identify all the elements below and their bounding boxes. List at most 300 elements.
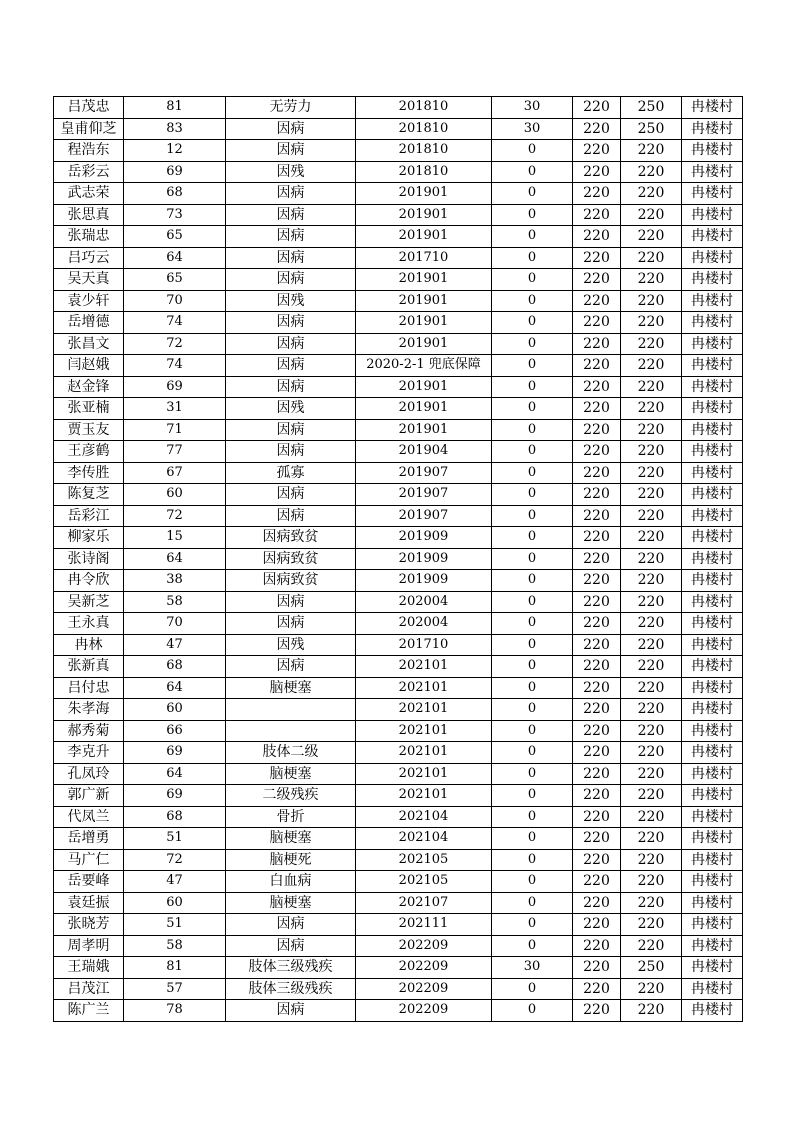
total-amount-cell: 220 [621, 355, 682, 377]
base-amount-cell: 220 [573, 183, 621, 205]
extra-amount-cell: 0 [492, 140, 573, 162]
age-cell: 64 [124, 763, 226, 785]
village-cell: 冉楼村 [682, 892, 743, 914]
extra-amount-cell: 0 [492, 892, 573, 914]
base-amount-cell: 220 [573, 634, 621, 656]
age-cell: 38 [124, 570, 226, 592]
reason-cell: 因病 [226, 183, 356, 205]
base-amount-cell: 220 [573, 226, 621, 248]
date-cell: 201907 [356, 462, 492, 484]
age-cell: 47 [124, 634, 226, 656]
base-amount-cell: 220 [573, 398, 621, 420]
table-row [54, 505, 743, 527]
reason-cell: 因病致贫 [226, 570, 356, 592]
date-cell: 201901 [356, 183, 492, 205]
date-cell: 202101 [356, 720, 492, 742]
reason-cell: 无劳力 [226, 97, 356, 119]
date-cell: 201901 [356, 269, 492, 291]
total-amount-cell: 220 [621, 204, 682, 226]
total-amount-cell: 220 [621, 742, 682, 764]
extra-amount-cell: 0 [492, 785, 573, 807]
date-cell: 201810 [356, 140, 492, 162]
date-cell: 202004 [356, 591, 492, 613]
village-cell: 冉楼村 [682, 183, 743, 205]
date-cell: 201907 [356, 484, 492, 506]
base-amount-cell: 220 [573, 1000, 621, 1022]
name-cell: 王彦鹤 [54, 441, 124, 463]
date-cell: 202101 [356, 656, 492, 678]
total-amount-cell: 220 [621, 699, 682, 721]
total-amount-cell: 220 [621, 269, 682, 291]
name-cell: 岳增勇 [54, 828, 124, 850]
reason-cell: 脑梗塞 [226, 828, 356, 850]
age-cell: 60 [124, 892, 226, 914]
table-row [54, 118, 743, 140]
base-amount-cell: 220 [573, 419, 621, 441]
age-cell: 57 [124, 978, 226, 1000]
age-cell: 70 [124, 290, 226, 312]
reason-cell: 因病 [226, 914, 356, 936]
extra-amount-cell: 0 [492, 1000, 573, 1022]
reason-cell: 因病 [226, 140, 356, 162]
base-amount-cell: 220 [573, 656, 621, 678]
extra-amount-cell: 0 [492, 914, 573, 936]
table-body [54, 97, 743, 1022]
total-amount-cell: 220 [621, 140, 682, 162]
reason-cell: 因病 [226, 419, 356, 441]
name-cell: 岳彩云 [54, 161, 124, 183]
extra-amount-cell: 0 [492, 871, 573, 893]
reason-cell: 因病 [226, 376, 356, 398]
age-cell: 68 [124, 806, 226, 828]
extra-amount-cell: 0 [492, 441, 573, 463]
table-row [54, 183, 743, 205]
village-cell: 冉楼村 [682, 613, 743, 635]
extra-amount-cell: 0 [492, 634, 573, 656]
reason-cell: 因残 [226, 634, 356, 656]
age-cell: 15 [124, 527, 226, 549]
date-cell: 202105 [356, 849, 492, 871]
reason-cell: 脑梗塞 [226, 763, 356, 785]
date-cell: 202209 [356, 935, 492, 957]
table-row [54, 1000, 743, 1022]
extra-amount-cell: 30 [492, 97, 573, 119]
total-amount-cell: 220 [621, 505, 682, 527]
table-row [54, 720, 743, 742]
name-cell: 皇甫仰芝 [54, 118, 124, 140]
age-cell: 67 [124, 462, 226, 484]
age-cell: 72 [124, 849, 226, 871]
base-amount-cell: 220 [573, 957, 621, 979]
base-amount-cell: 220 [573, 290, 621, 312]
base-amount-cell: 220 [573, 376, 621, 398]
name-cell: 王永真 [54, 613, 124, 635]
age-cell: 51 [124, 828, 226, 850]
extra-amount-cell: 0 [492, 763, 573, 785]
reason-cell: 因病 [226, 118, 356, 140]
base-amount-cell: 220 [573, 849, 621, 871]
age-cell: 72 [124, 333, 226, 355]
date-cell: 201810 [356, 118, 492, 140]
relief-roster-table [53, 96, 743, 1022]
age-cell: 51 [124, 914, 226, 936]
extra-amount-cell: 0 [492, 548, 573, 570]
base-amount-cell: 220 [573, 871, 621, 893]
total-amount-cell: 220 [621, 978, 682, 1000]
age-cell: 74 [124, 355, 226, 377]
date-cell: 201901 [356, 419, 492, 441]
table-row [54, 355, 743, 377]
reason-cell: 脑梗死 [226, 849, 356, 871]
date-cell: 202107 [356, 892, 492, 914]
total-amount-cell: 220 [621, 419, 682, 441]
table-row [54, 140, 743, 162]
name-cell: 冉林 [54, 634, 124, 656]
extra-amount-cell: 30 [492, 118, 573, 140]
table-row [54, 763, 743, 785]
base-amount-cell: 220 [573, 333, 621, 355]
village-cell: 冉楼村 [682, 419, 743, 441]
reason-cell: 因病 [226, 656, 356, 678]
base-amount-cell: 220 [573, 828, 621, 850]
date-cell: 202104 [356, 806, 492, 828]
base-amount-cell: 220 [573, 527, 621, 549]
age-cell: 83 [124, 118, 226, 140]
reason-cell: 因病 [226, 484, 356, 506]
reason-cell: 骨折 [226, 806, 356, 828]
reason-cell: 因病 [226, 935, 356, 957]
reason-cell: 因病 [226, 204, 356, 226]
reason-cell: 因病 [226, 226, 356, 248]
village-cell: 冉楼村 [682, 914, 743, 936]
extra-amount-cell: 0 [492, 527, 573, 549]
base-amount-cell: 220 [573, 613, 621, 635]
table-row [54, 548, 743, 570]
total-amount-cell: 220 [621, 677, 682, 699]
age-cell: 81 [124, 957, 226, 979]
reason-cell: 因病 [226, 591, 356, 613]
total-amount-cell: 250 [621, 97, 682, 119]
age-cell: 58 [124, 935, 226, 957]
date-cell: 201901 [356, 204, 492, 226]
date-cell: 202101 [356, 699, 492, 721]
table-row [54, 441, 743, 463]
name-cell: 吕巧云 [54, 247, 124, 269]
extra-amount-cell: 0 [492, 806, 573, 828]
date-cell: 201901 [356, 333, 492, 355]
table-row [54, 871, 743, 893]
total-amount-cell: 220 [621, 720, 682, 742]
village-cell: 冉楼村 [682, 828, 743, 850]
village-cell: 冉楼村 [682, 656, 743, 678]
age-cell: 74 [124, 312, 226, 334]
reason-cell: 孤寡 [226, 462, 356, 484]
village-cell: 冉楼村 [682, 699, 743, 721]
age-cell: 69 [124, 785, 226, 807]
reason-cell [226, 720, 356, 742]
reason-cell [226, 699, 356, 721]
name-cell: 闫赵娥 [54, 355, 124, 377]
age-cell: 60 [124, 484, 226, 506]
total-amount-cell: 220 [621, 548, 682, 570]
total-amount-cell: 250 [621, 118, 682, 140]
base-amount-cell: 220 [573, 269, 621, 291]
name-cell: 陈广兰 [54, 1000, 124, 1022]
name-cell: 张瑞忠 [54, 226, 124, 248]
table-row [54, 914, 743, 936]
base-amount-cell: 220 [573, 570, 621, 592]
name-cell: 袁少轩 [54, 290, 124, 312]
total-amount-cell: 220 [621, 914, 682, 936]
village-cell: 冉楼村 [682, 527, 743, 549]
base-amount-cell: 220 [573, 548, 621, 570]
age-cell: 71 [124, 419, 226, 441]
age-cell: 69 [124, 742, 226, 764]
date-cell: 201710 [356, 634, 492, 656]
date-cell: 201901 [356, 398, 492, 420]
date-cell: 202209 [356, 1000, 492, 1022]
reason-cell: 因病 [226, 505, 356, 527]
total-amount-cell: 220 [621, 871, 682, 893]
table-row [54, 398, 743, 420]
village-cell: 冉楼村 [682, 484, 743, 506]
date-cell: 201901 [356, 226, 492, 248]
name-cell: 程浩东 [54, 140, 124, 162]
name-cell: 张思真 [54, 204, 124, 226]
total-amount-cell: 220 [621, 935, 682, 957]
table-row [54, 677, 743, 699]
name-cell: 贾玉友 [54, 419, 124, 441]
extra-amount-cell: 0 [492, 699, 573, 721]
date-cell: 201904 [356, 441, 492, 463]
date-cell: 201810 [356, 97, 492, 119]
age-cell: 31 [124, 398, 226, 420]
date-cell: 2020-2-1 兜底保障 [356, 355, 492, 377]
total-amount-cell: 220 [621, 570, 682, 592]
table-row [54, 806, 743, 828]
age-cell: 66 [124, 720, 226, 742]
age-cell: 78 [124, 1000, 226, 1022]
extra-amount-cell: 0 [492, 742, 573, 764]
date-cell: 202101 [356, 763, 492, 785]
village-cell: 冉楼村 [682, 312, 743, 334]
name-cell: 武志荣 [54, 183, 124, 205]
total-amount-cell: 220 [621, 247, 682, 269]
village-cell: 冉楼村 [682, 355, 743, 377]
village-cell: 冉楼村 [682, 140, 743, 162]
village-cell: 冉楼村 [682, 247, 743, 269]
name-cell: 马广仁 [54, 849, 124, 871]
name-cell: 柳家乐 [54, 527, 124, 549]
reason-cell: 因病 [226, 1000, 356, 1022]
name-cell: 吕茂江 [54, 978, 124, 1000]
table-row [54, 742, 743, 764]
table-row [54, 419, 743, 441]
extra-amount-cell: 0 [492, 613, 573, 635]
village-cell: 冉楼村 [682, 548, 743, 570]
village-cell: 冉楼村 [682, 957, 743, 979]
table-row [54, 613, 743, 635]
age-cell: 68 [124, 183, 226, 205]
date-cell: 201901 [356, 376, 492, 398]
village-cell: 冉楼村 [682, 1000, 743, 1022]
extra-amount-cell: 0 [492, 419, 573, 441]
name-cell: 周孝明 [54, 935, 124, 957]
total-amount-cell: 220 [621, 1000, 682, 1022]
base-amount-cell: 220 [573, 161, 621, 183]
date-cell: 202209 [356, 957, 492, 979]
village-cell: 冉楼村 [682, 570, 743, 592]
table-row [54, 161, 743, 183]
age-cell: 69 [124, 376, 226, 398]
total-amount-cell: 220 [621, 828, 682, 850]
reason-cell: 脑梗塞 [226, 677, 356, 699]
extra-amount-cell: 30 [492, 957, 573, 979]
name-cell: 张新真 [54, 656, 124, 678]
age-cell: 72 [124, 505, 226, 527]
base-amount-cell: 220 [573, 763, 621, 785]
base-amount-cell: 220 [573, 484, 621, 506]
village-cell: 冉楼村 [682, 505, 743, 527]
base-amount-cell: 220 [573, 914, 621, 936]
village-cell: 冉楼村 [682, 226, 743, 248]
table-row [54, 978, 743, 1000]
age-cell: 65 [124, 269, 226, 291]
table-row [54, 957, 743, 979]
name-cell: 郭广新 [54, 785, 124, 807]
table-row [54, 828, 743, 850]
extra-amount-cell: 0 [492, 333, 573, 355]
table-row [54, 204, 743, 226]
table-row [54, 462, 743, 484]
date-cell: 201909 [356, 570, 492, 592]
reason-cell: 因残 [226, 398, 356, 420]
village-cell: 冉楼村 [682, 978, 743, 1000]
extra-amount-cell: 0 [492, 312, 573, 334]
total-amount-cell: 220 [621, 527, 682, 549]
extra-amount-cell: 0 [492, 355, 573, 377]
village-cell: 冉楼村 [682, 462, 743, 484]
name-cell: 张晓芳 [54, 914, 124, 936]
table-row [54, 570, 743, 592]
village-cell: 冉楼村 [682, 97, 743, 119]
reason-cell: 因病 [226, 355, 356, 377]
reason-cell: 因病致贫 [226, 548, 356, 570]
table-row [54, 290, 743, 312]
extra-amount-cell: 0 [492, 656, 573, 678]
village-cell: 冉楼村 [682, 849, 743, 871]
village-cell: 冉楼村 [682, 935, 743, 957]
extra-amount-cell: 0 [492, 269, 573, 291]
name-cell: 李传胜 [54, 462, 124, 484]
age-cell: 69 [124, 161, 226, 183]
extra-amount-cell: 0 [492, 720, 573, 742]
base-amount-cell: 220 [573, 140, 621, 162]
base-amount-cell: 220 [573, 978, 621, 1000]
village-cell: 冉楼村 [682, 161, 743, 183]
total-amount-cell: 220 [621, 484, 682, 506]
table-row [54, 527, 743, 549]
name-cell: 王瑞娥 [54, 957, 124, 979]
extra-amount-cell: 0 [492, 247, 573, 269]
date-cell: 202101 [356, 677, 492, 699]
age-cell: 64 [124, 677, 226, 699]
name-cell: 陈复芝 [54, 484, 124, 506]
village-cell: 冉楼村 [682, 269, 743, 291]
table-row [54, 892, 743, 914]
total-amount-cell: 220 [621, 656, 682, 678]
extra-amount-cell: 0 [492, 849, 573, 871]
name-cell: 郝秀菊 [54, 720, 124, 742]
village-cell: 冉楼村 [682, 763, 743, 785]
total-amount-cell: 220 [621, 892, 682, 914]
reason-cell: 因病致贫 [226, 527, 356, 549]
name-cell: 代凤兰 [54, 806, 124, 828]
total-amount-cell: 220 [621, 634, 682, 656]
village-cell: 冉楼村 [682, 441, 743, 463]
name-cell: 吕茂忠 [54, 97, 124, 119]
village-cell: 冉楼村 [682, 376, 743, 398]
table-row [54, 333, 743, 355]
extra-amount-cell: 0 [492, 376, 573, 398]
name-cell: 岳彩江 [54, 505, 124, 527]
reason-cell: 白血病 [226, 871, 356, 893]
table-row [54, 269, 743, 291]
name-cell: 岳增德 [54, 312, 124, 334]
total-amount-cell: 220 [621, 849, 682, 871]
table-row [54, 935, 743, 957]
date-cell: 202111 [356, 914, 492, 936]
total-amount-cell: 250 [621, 957, 682, 979]
village-cell: 冉楼村 [682, 204, 743, 226]
total-amount-cell: 220 [621, 613, 682, 635]
base-amount-cell: 220 [573, 785, 621, 807]
name-cell: 冉令欣 [54, 570, 124, 592]
age-cell: 68 [124, 656, 226, 678]
base-amount-cell: 220 [573, 806, 621, 828]
age-cell: 81 [124, 97, 226, 119]
extra-amount-cell: 0 [492, 505, 573, 527]
base-amount-cell: 220 [573, 742, 621, 764]
name-cell: 张亚楠 [54, 398, 124, 420]
total-amount-cell: 220 [621, 183, 682, 205]
extra-amount-cell: 0 [492, 570, 573, 592]
table-row [54, 849, 743, 871]
name-cell: 吴新芝 [54, 591, 124, 613]
table-row [54, 97, 743, 119]
extra-amount-cell: 0 [492, 828, 573, 850]
extra-amount-cell: 0 [492, 591, 573, 613]
age-cell: 77 [124, 441, 226, 463]
base-amount-cell: 220 [573, 935, 621, 957]
date-cell: 202101 [356, 742, 492, 764]
date-cell: 202105 [356, 871, 492, 893]
extra-amount-cell: 0 [492, 183, 573, 205]
base-amount-cell: 220 [573, 204, 621, 226]
village-cell: 冉楼村 [682, 806, 743, 828]
reason-cell: 因残 [226, 161, 356, 183]
reason-cell: 肢体三级残疾 [226, 957, 356, 979]
age-cell: 73 [124, 204, 226, 226]
extra-amount-cell: 0 [492, 978, 573, 1000]
table-row [54, 634, 743, 656]
base-amount-cell: 220 [573, 892, 621, 914]
total-amount-cell: 220 [621, 290, 682, 312]
name-cell: 袁廷振 [54, 892, 124, 914]
age-cell: 65 [124, 226, 226, 248]
name-cell: 岳要峰 [54, 871, 124, 893]
total-amount-cell: 220 [621, 226, 682, 248]
